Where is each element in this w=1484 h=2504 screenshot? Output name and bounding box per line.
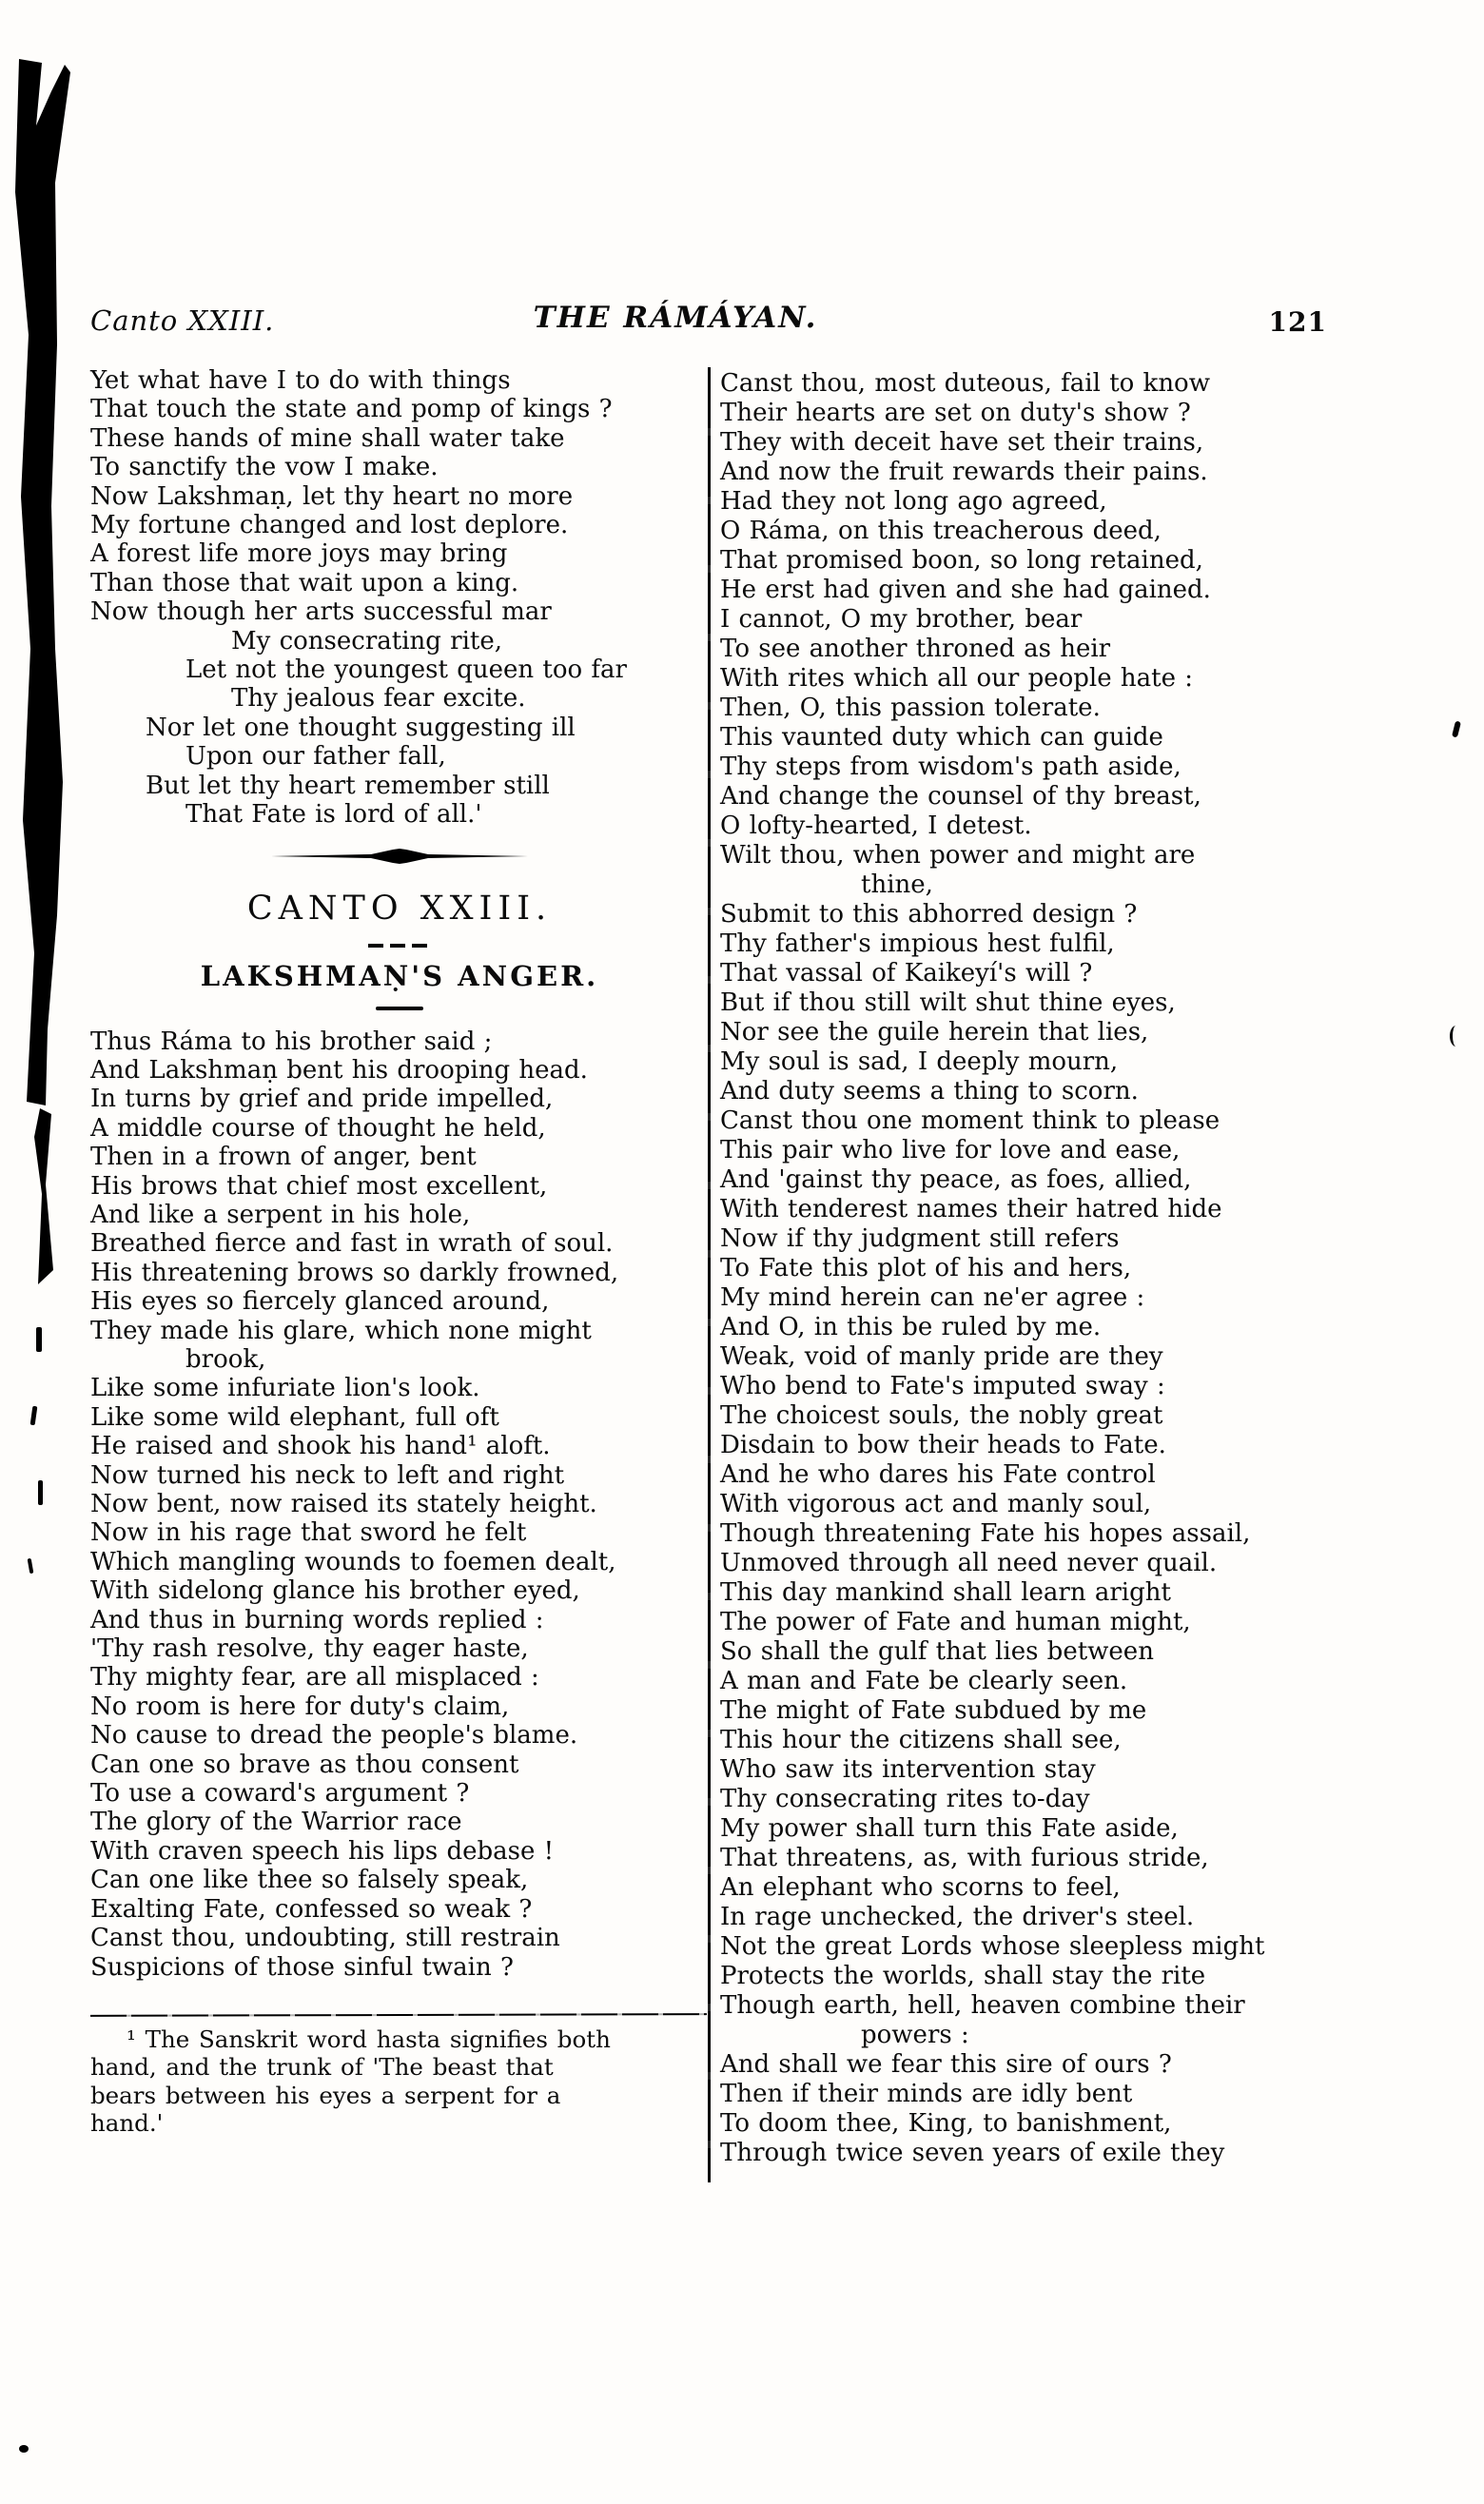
verse-line: That threatens, as, with furious stride, — [720, 1844, 1209, 1872]
verse-line: Breathed fierce and fast in wrath of soul. — [90, 1229, 614, 1259]
ink-speck — [1450, 1026, 1462, 1047]
footnote — [90, 2025, 709, 2138]
verse-line: Now turned his neck to left and right — [90, 1460, 565, 1490]
verse-line: The glory of the Warrior race — [90, 1808, 462, 1837]
canto-verse — [90, 1027, 709, 1982]
verse-line: This vaunted duty which can guide — [720, 723, 1163, 752]
canto-heading: CANTO XXIII. — [246, 889, 553, 928]
verse-line: Submit to this abhorred design ? — [720, 900, 1138, 929]
verse-line: The choicest souls, the nobly great — [720, 1401, 1163, 1430]
right-column — [720, 369, 1343, 2168]
verse-line: Then, O, this passion tolerate. — [720, 694, 1101, 722]
verse-line: To Fate this plot of his and hers, — [720, 1254, 1132, 1282]
verse-line: O lofty-hearted, I detest. — [720, 812, 1032, 840]
verse-line: To sanctify the vow I make. — [90, 453, 439, 482]
verse-line: That vassal of Kaikeyí's will ? — [720, 959, 1093, 988]
page-header — [90, 301, 1327, 342]
verse-line: This pair who live for love and ease, — [720, 1136, 1181, 1164]
verse-line: In rage unchecked, the driver's steel. — [720, 1903, 1195, 1931]
verse-line: His brows that chief most excellent, — [90, 1171, 548, 1201]
verse-line: And he who dares his Fate control — [720, 1460, 1156, 1489]
verse-line: Unmoved through all need never quail. — [720, 1549, 1218, 1577]
verse-line: That promised boon, so long retained, — [720, 546, 1203, 575]
verse-line: Suspicions of those sinful twain ? — [90, 1952, 514, 1982]
ink-speck — [38, 1480, 43, 1505]
verse-line: Thus Ráma to his brother said ; — [90, 1027, 493, 1056]
verse-line: powers : — [861, 2021, 969, 2049]
verse-line: A forest life more joys may bring — [90, 539, 508, 569]
verse-line: A man and Fate be clearly seen. — [720, 1667, 1128, 1695]
running-book-title: THE RÁMÁYAN. — [533, 301, 818, 335]
verse-line: No cause to dread the people's blame. — [90, 1721, 578, 1751]
verse-line: With sidelong glance his brother eyed, — [90, 1576, 580, 1606]
verse-line: To doom thee, King, to banishment, — [720, 2109, 1172, 2138]
verse-line: A middle course of thought he held, — [90, 1113, 546, 1143]
verse-line: Through twice seven years of exile they — [720, 2139, 1225, 2167]
verse-line: Had they not long ago agreed, — [720, 487, 1107, 516]
verse-line: Though threatening Fate his hopes assail, — [720, 1519, 1251, 1548]
verse-line: He erst had given and she had gained. — [720, 576, 1211, 604]
verse-line: Exalting Fate, confessed so weak ? — [90, 1894, 533, 1924]
ink-speck — [19, 2445, 29, 2453]
verse-line: Thy father's impious hest fulfil, — [720, 929, 1115, 958]
verse-line: Weak, void of manly pride are they — [720, 1342, 1163, 1371]
verse-line: Canst thou one moment think to please — [720, 1106, 1220, 1135]
verse-line: Nor see the guile herein that lies, — [720, 1018, 1149, 1047]
verse-line: Yet what have I to do with things — [90, 366, 511, 395]
verse-line: This day mankind shall learn aright — [720, 1578, 1171, 1607]
subheading-rule — [376, 1007, 423, 1010]
footnote-line: hand, and the trunk of 'The beast that — [90, 2053, 554, 2082]
verse-line: To see another throned as heir — [720, 635, 1111, 663]
verse-line: With rites which all our people hate : — [720, 664, 1194, 693]
verse-line: This hour the citizens shall see, — [720, 1726, 1122, 1754]
verse-line: Now in his rage that sword he felt — [90, 1518, 527, 1548]
verse-line: I cannot, O my brother, bear — [720, 605, 1083, 634]
verse-line: Thy consecrating rites to-day — [720, 1785, 1090, 1813]
page-number: 121 — [1268, 306, 1327, 338]
verse-line: Wilt thou, when power and might are — [720, 841, 1196, 870]
verse-line: Upon our father fall, — [186, 742, 446, 772]
verse-line: Who bend to Fate's imputed sway : — [720, 1372, 1165, 1400]
running-canto-label: Canto XXIII. — [90, 304, 275, 337]
verse-line: And shall we fear this sire of ours ? — [720, 2050, 1172, 2079]
verse-line: Not the great Lords whose sleepless might — [720, 1932, 1265, 1961]
verse-line: Thy mighty fear, are all misplaced : — [90, 1663, 539, 1692]
verse-line: With vigorous act and manly soul, — [720, 1490, 1152, 1518]
verse-line: Though earth, hell, heaven combine their — [720, 1991, 1245, 2020]
verse-line: Can one so brave as thou consent — [90, 1750, 519, 1779]
verse-line: And like a serpent in his hole, — [90, 1200, 471, 1229]
verse-line: 'Thy rash resolve, thy eager haste, — [90, 1634, 529, 1664]
verse-line: Like some infuriate lion's look. — [90, 1374, 480, 1403]
verse-line: Like some wild elephant, full oft — [90, 1402, 499, 1432]
closing-stanza — [90, 366, 709, 830]
verse-line: They made his glare, which none might — [90, 1316, 592, 1345]
verse-line: To use a coward's argument ? — [90, 1779, 470, 1809]
verse-line: Canst thou, undoubting, still restrain — [90, 1924, 560, 1953]
ink-smudge-tail — [32, 1108, 57, 1284]
verse-line: Their hearts are set on duty's show ? — [720, 399, 1191, 427]
left-column — [90, 366, 709, 2138]
verse-line: And Lakshmaṇ bent his drooping head. — [90, 1055, 588, 1085]
verse-line: In turns by grief and pride impelled, — [90, 1085, 554, 1114]
verse-line: Can one like thee so falsely speak, — [90, 1866, 529, 1895]
footnote-line: ¹ The Sanskrit word hasta signifies both — [127, 2025, 611, 2053]
verse-line: And 'gainst thy peace, as foes, allied, — [720, 1165, 1192, 1194]
verse-line: My fortune changed and lost deplore. — [90, 511, 569, 540]
verse-line: And duty seems a thing to scorn. — [720, 1077, 1139, 1105]
verse-line: Canst thou, most duteous, fail to know — [720, 369, 1210, 398]
ink-speck — [30, 1406, 38, 1426]
canto-subheading: LAKSHMAṆ'S ANGER. — [200, 959, 599, 992]
verse-line: Than those that wait upon a king. — [90, 568, 519, 597]
verse-line: Which mangling wounds to foemen dealt, — [90, 1547, 616, 1576]
verse-line: The power of Fate and human might, — [720, 1608, 1191, 1636]
verse-line: Protects the worlds, shall stay the rite — [720, 1962, 1206, 1990]
verse-line: My soul is sad, I deeply mourn, — [720, 1047, 1119, 1076]
verse-line: Now Lakshmaṇ, let thy heart no more — [90, 481, 574, 511]
verse-line: But let thy heart remember still — [146, 771, 550, 800]
verse-line: But if thou still wilt shut thine eyes, — [720, 988, 1176, 1017]
verse-line: These hands of mine shall water take — [90, 423, 565, 453]
verse-line: brook, — [186, 1344, 266, 1374]
verse-line: Disdain to bow their heads to Fate. — [720, 1431, 1166, 1459]
verse-line: And thus in burning words replied : — [90, 1605, 544, 1634]
verse-line: My power shall turn this Fate aside, — [720, 1814, 1179, 1843]
verse-line: Now though her arts successful mar — [90, 597, 552, 627]
verse-line: His eyes so fiercely glanced around, — [90, 1287, 550, 1317]
footnote-line: bears between his eyes a serpent for a — [90, 2081, 561, 2109]
verse-line: The might of Fate subdued by me — [720, 1696, 1147, 1725]
verse-line: Nor let one thought suggesting ill — [146, 713, 576, 742]
section-divider — [271, 849, 528, 864]
verse-line: Thy steps from wisdom's path aside, — [720, 753, 1181, 781]
verse-line: With tenderest names their hatred hide — [720, 1195, 1222, 1223]
ink-speck — [36, 1327, 42, 1352]
verse-line: Then in a frown of anger, bent — [90, 1143, 477, 1172]
ink-speck — [1452, 721, 1461, 738]
verse-line: My consecrating rite, — [231, 626, 503, 655]
footnote-line: hand.' — [90, 2109, 164, 2138]
verse-line: My mind herein can ne'er agree : — [720, 1283, 1145, 1312]
verse-line: thine, — [861, 871, 933, 899]
verse-line: Now if thy judgment still refers — [720, 1224, 1120, 1253]
footnote-rule — [90, 2013, 707, 2017]
verse-line: So shall the gulf that lies between — [720, 1637, 1154, 1666]
verse-line: That touch the state and pomp of kings ? — [90, 395, 613, 424]
ink-speck — [28, 1558, 34, 1574]
verse-line: Now bent, now raised its stately height. — [90, 1490, 597, 1518]
verse-line: With craven speech his lips debase ! — [90, 1836, 555, 1866]
verse-line: An elephant who scorns to feel, — [720, 1873, 1121, 1902]
verse-line: And O, in this be ruled by me. — [720, 1313, 1102, 1341]
verse-line: He raised and shook his hand¹ aloft. — [90, 1432, 551, 1461]
verse-line: That Fate is lord of all.' — [186, 800, 482, 830]
heading-rule — [368, 944, 431, 948]
verse-line: And now the fruit rewards their pains. — [720, 458, 1208, 486]
verse-line: Who saw its intervention stay — [720, 1755, 1096, 1784]
column-divider — [708, 367, 711, 2182]
verse-line: No room is here for duty's claim, — [90, 1692, 510, 1721]
verse-line: Let not the youngest queen too far — [186, 655, 627, 685]
verse-line: Then if their minds are idly bent — [720, 2080, 1133, 2108]
ink-smudge — [10, 59, 70, 1105]
verse-line: O Ráma, on this treacherous deed, — [720, 517, 1162, 545]
verse-line: And change the counsel of thy breast, — [720, 782, 1201, 811]
verse-line: They with deceit have set their trains, — [720, 428, 1204, 457]
verse-line: Thy jealous fear excite. — [231, 684, 526, 714]
verse-line: His threatening brows so darkly frowned, — [90, 1258, 619, 1287]
